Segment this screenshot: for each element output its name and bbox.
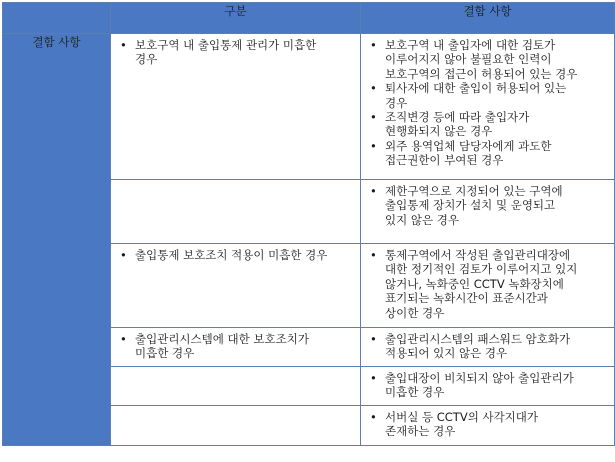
deficiency-item: • 보호구역 내 출입자에 대한 검토가 이루어지지 않아 불필요한 인력이 보호구역의 접근이 허용되어 있는 경우 bbox=[363, 38, 608, 81]
deficiency-cell bbox=[361, 406, 615, 446]
category-item: • 출입통제 보호조치 적용이 미흡한 경우 bbox=[113, 248, 354, 262]
deficiency-item: • 외주 용역업체 담당자에게 과도한 접근권한이 부여된 경우 bbox=[363, 139, 608, 168]
category-cell bbox=[111, 328, 361, 367]
category-cell bbox=[111, 367, 361, 406]
deficiency-item: • 통제구역에서 작성된 출입관리대장에 대한 정기적인 검토가 이루어지고 있지 않거나, 녹화중인 CCTV 녹화장치에 표기되는 녹화시간이 표준시간과 상이한 경우 bbox=[363, 248, 608, 320]
deficiency-list bbox=[363, 410, 608, 439]
category-item: • 보호구역 내 출입통제 관리가 미흡한 경우 bbox=[113, 38, 354, 67]
deficiency-list bbox=[363, 184, 608, 227]
deficiency-list bbox=[363, 248, 608, 320]
deficiency-cell bbox=[361, 180, 615, 244]
deficiency-item: • 출입관리시스템의 패스워드 암호화가 적용되어 있지 않은 경우 bbox=[363, 332, 608, 361]
table-header-row bbox=[3, 3, 615, 34]
header-deficiency: 결함 사항 bbox=[361, 3, 615, 34]
category-list bbox=[113, 38, 354, 67]
category-cell bbox=[111, 34, 361, 180]
category-list bbox=[113, 248, 354, 262]
deficiency-item: • 제한구역으로 지정되어 있는 구역에 출입통제 장치가 설치 및 운영되고 있지 않은 경우 bbox=[363, 184, 608, 227]
table-body bbox=[3, 34, 615, 446]
table-row bbox=[3, 34, 615, 180]
deficiency-item: • 출입대장이 비치되지 않아 출입관리가 미흡한 경우 bbox=[363, 371, 608, 400]
header-category: 구분 bbox=[111, 3, 361, 34]
side-label-cell: 결함 사항 bbox=[3, 34, 111, 446]
deficiency-list bbox=[363, 371, 608, 400]
deficiency-item: • 퇴사자에 대한 출입이 허용되어 있는 경우 bbox=[363, 81, 608, 110]
category-list bbox=[113, 332, 354, 361]
deficiency-item: • 조직변경 등에 따라 출입자가 현행화되지 않은 경우 bbox=[363, 110, 608, 139]
category-item: • 출입관리시스템에 대한 보호조치가 미흡한 경우 bbox=[113, 332, 354, 361]
deficiency-list bbox=[363, 38, 608, 168]
category-cell bbox=[111, 180, 361, 244]
deficiency-list bbox=[363, 332, 608, 361]
deficiency-cell bbox=[361, 367, 615, 406]
deficiency-table bbox=[2, 2, 615, 446]
header-corner-cell bbox=[3, 3, 111, 34]
category-cell bbox=[111, 244, 361, 328]
deficiency-cell bbox=[361, 244, 615, 328]
deficiency-cell bbox=[361, 328, 615, 367]
deficiency-item: • 서버실 등 CCTV의 사각지대가 존재하는 경우 bbox=[363, 410, 608, 439]
category-cell bbox=[111, 406, 361, 446]
deficiency-cell bbox=[361, 34, 615, 180]
